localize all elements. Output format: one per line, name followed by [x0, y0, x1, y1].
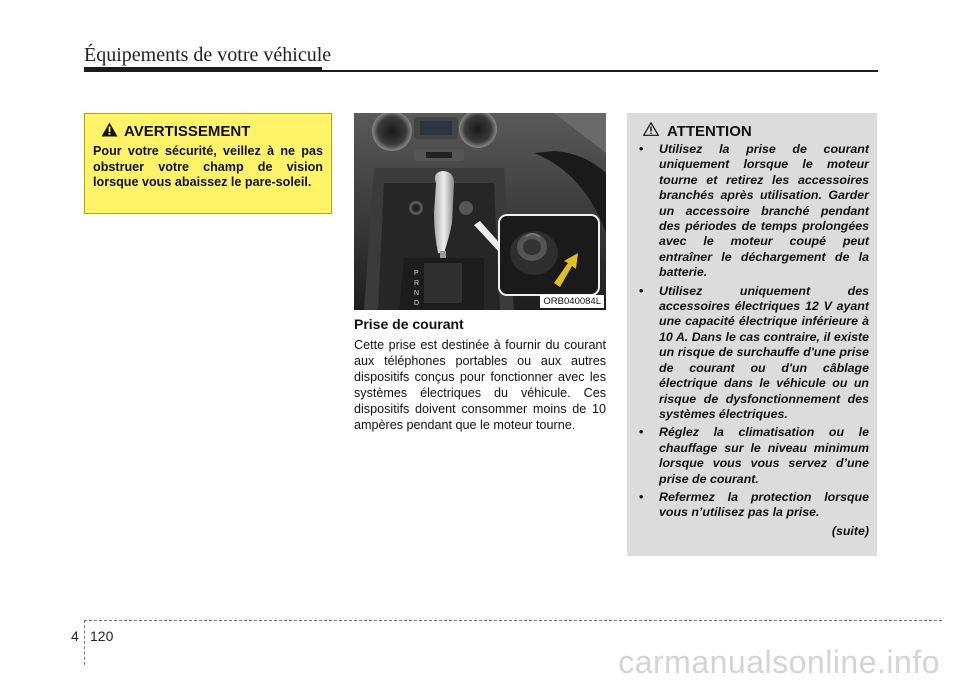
page-header-title: Équipements de votre véhicule — [84, 44, 332, 66]
attention-item: • Réglez la climatisation ou le chauffage sur le niveau minimum lorsque vous vous servez d’une prise de courant. — [635, 425, 869, 487]
warning-text: Pour votre sécurité, veillez à ne pas obstruer votre champ de vision lorsque vous abaissez le pare-soleil. — [93, 144, 323, 189]
attention-title: ATTENTION — [667, 122, 752, 140]
warning-triangle-icon — [101, 122, 118, 141]
warning-title: AVERTISSEMENT — [124, 123, 251, 140]
section-title: Prise de courant — [354, 316, 464, 332]
section-body-text: Cette prise est destinée à fournir du courant aux téléphones portables ou aux autres dispositifs conçus pour fonctionner avec les systèmes électriques du véhicule. Ces dispositifs doivent consommer moins de 10 ampères pendant que le moteur tourne. — [354, 338, 606, 432]
attention-heading — [643, 122, 869, 140]
gear-letter-n: N — [414, 290, 420, 297]
footer-rule — [84, 620, 942, 621]
power-outlet-photo — [354, 113, 606, 310]
console-illustration — [354, 113, 606, 310]
chapter-number: 4 — [71, 628, 79, 644]
attention-box — [627, 113, 877, 556]
attention-list — [635, 142, 869, 521]
warning-heading — [101, 122, 323, 141]
attention-item: • Refermez la protection lorsque vous n’utilisez pas la prise. — [635, 490, 869, 521]
caution-triangle-icon — [643, 122, 659, 140]
photo-caption: ORB040084L — [540, 295, 604, 308]
footer-divider — [84, 620, 85, 665]
gear-letter-d: D — [414, 300, 420, 307]
warning-box — [84, 113, 332, 214]
gear-letter-p: P — [414, 270, 419, 277]
gear-letter-r: R — [414, 280, 420, 287]
header-rule-thick — [84, 67, 322, 72]
watermark: carmanualsonline.info — [618, 644, 940, 680]
attention-item: • Utilisez la prise de courant uniquement lorsque le moteur tourne et retirez les accessoires branchés après utilisation. Garder un accessoire branché pendant des périodes de temps prolongées avec le moteur coupé peut entraîner le déchargement de la batterie. — [635, 142, 869, 281]
page-number: 120 — [90, 628, 114, 644]
attention-continued: (suite) — [831, 523, 869, 538]
header-rule-thin — [322, 70, 878, 72]
attention-item: • Utilisez uniquement des accessoires électriques 12 V ayant une capacité électrique inférieure à 10 A. Dans le cas contraire, il existe un risque de surchauffe d'une prise de courant ou d'un câblage électrique dans le véhicule ou un risque de dysfonctionnement des systèmes électriques. — [635, 284, 869, 423]
